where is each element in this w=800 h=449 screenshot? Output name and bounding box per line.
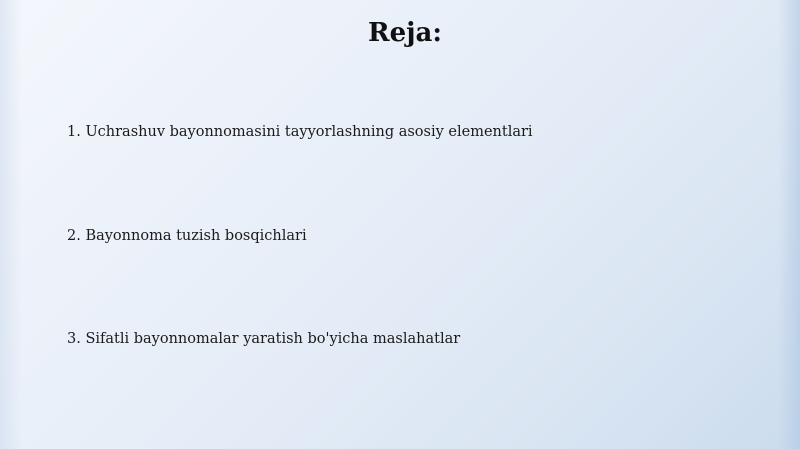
slide-title: Reja: [367,18,442,48]
plan-item-1: 1. Uchrashuv bayonnomasini tayyorlashning asosiy elementlari [67,124,533,140]
slide-left-edge [0,0,22,449]
slide-right-edge [778,0,800,449]
plan-item-2: 2. Bayonnoma tuzish bosqichlari [67,228,307,244]
plan-item-3: 3. Sifatli bayonnomalar yaratish bo'yicha maslahatlar [67,331,461,347]
